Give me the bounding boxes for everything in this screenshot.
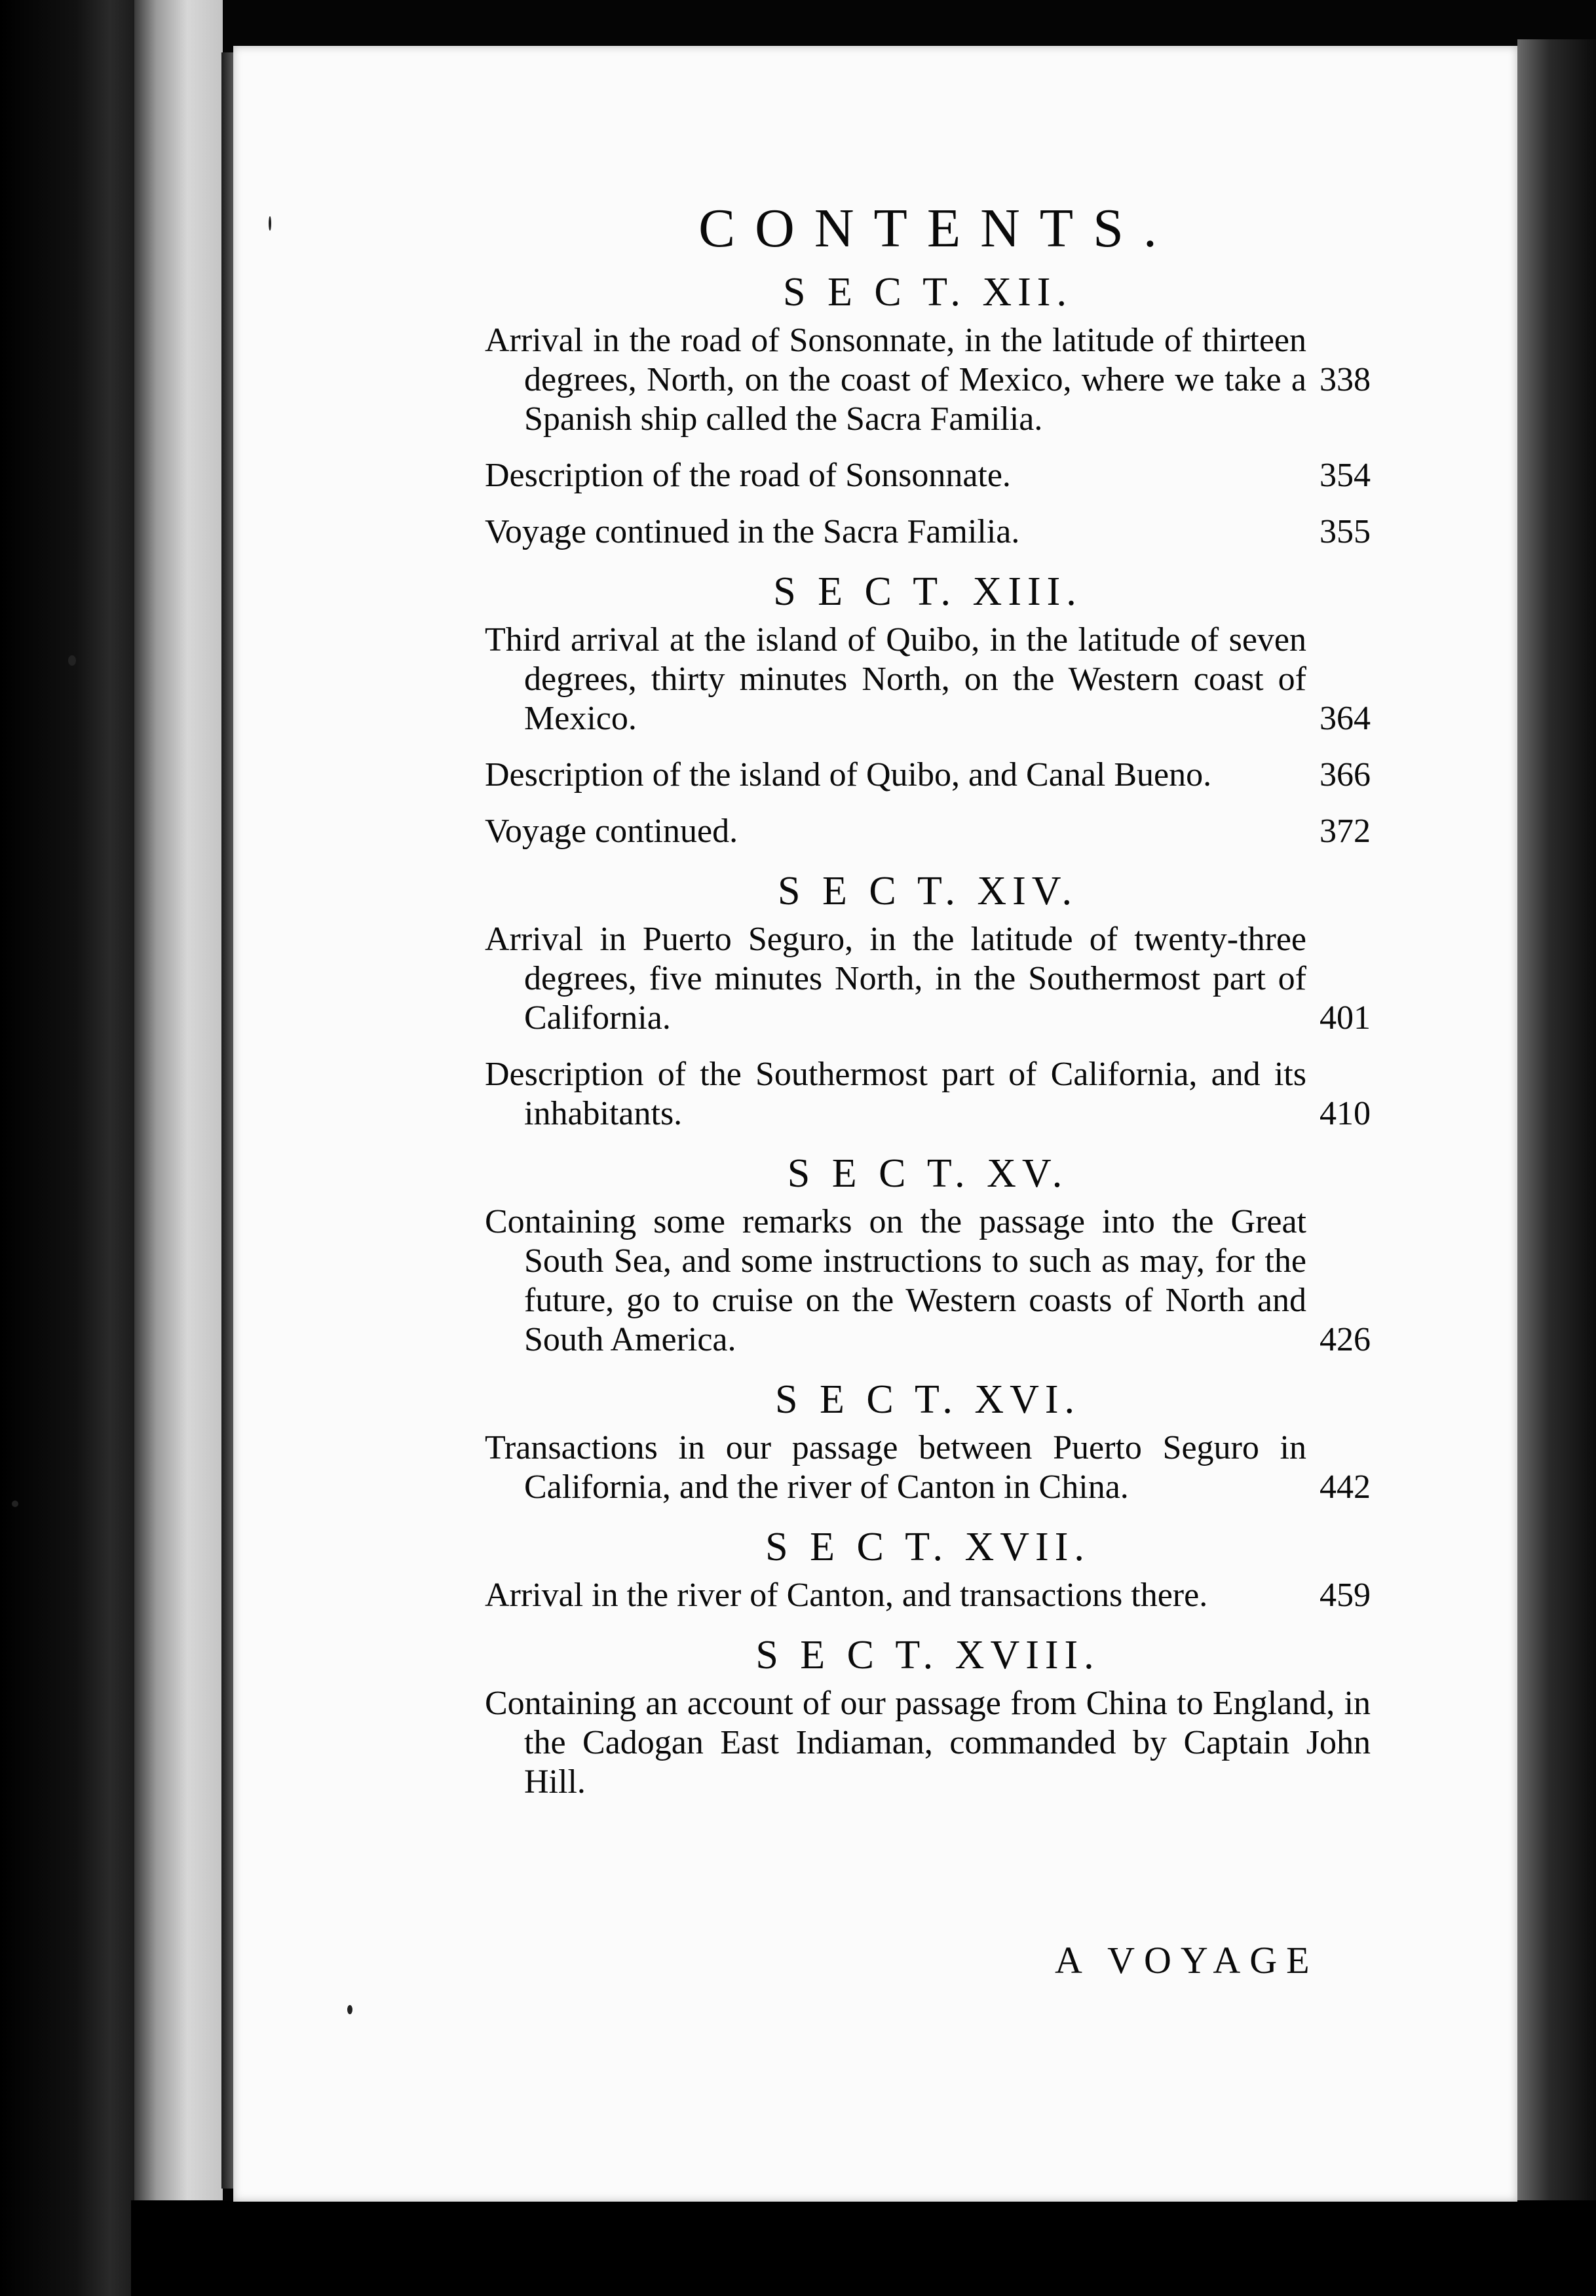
table-of-contents [485, 197, 1371, 1819]
previous-page-strip [134, 0, 223, 2202]
section-heading: S E C T. XVII. [765, 1525, 1090, 1569]
contents-entry [485, 756, 1371, 795]
page-number: 401 [1320, 999, 1371, 1037]
page-number: 442 [1320, 1468, 1371, 1506]
page-number: 372 [1320, 813, 1371, 850]
contents-entry [485, 1055, 1371, 1134]
section-heading: S E C T. XIV. [777, 869, 1078, 913]
scan-speck [12, 1501, 18, 1507]
page-number: 355 [1320, 513, 1371, 550]
page-number: 459 [1320, 1577, 1371, 1614]
section-heading: S E C T. XIII. [773, 569, 1082, 614]
page-number: 364 [1320, 700, 1371, 737]
contents-entry [485, 920, 1371, 1038]
section-heading: S E C T. XVI. [774, 1377, 1081, 1422]
entry-text: Third arrival at the island of Quibo, in the latitude of seven degrees, thirty minutes North, on the Western coast of Mexico. [485, 621, 1306, 737]
scan-right-edge [1517, 39, 1596, 2215]
page-number: 338 [1320, 361, 1371, 398]
entry-text: Voyage continued. [485, 813, 738, 850]
contents-title: CONTENTS. [698, 198, 1177, 259]
contents-entry [485, 1576, 1371, 1615]
section-heading: S E C T. XV. [787, 1151, 1069, 1196]
contents-entry [485, 621, 1371, 738]
contents-entry [485, 1428, 1371, 1507]
contents-entry [485, 812, 1371, 851]
section-heading: S E C T. XII. [783, 270, 1073, 315]
entry-text: Description of the Southermost part of California, and its inhabitants. [485, 1056, 1306, 1132]
contents-entry [485, 1202, 1371, 1360]
entry-text: Description of the island of Quibo, and Canal Bueno. [485, 756, 1212, 794]
entry-text: Containing an account of our passage from China to England, in the Cadogan East Indiaman, commanded by Captain John Hill. [485, 1685, 1371, 1801]
scan-speck [347, 2005, 352, 2014]
contents-entry [485, 512, 1371, 552]
entry-text: Arrival in the road of Sonsonnate, in the latitude of thirteen degrees, North, on the coast of Mexico, where we take a Spanish ship called the Sacra Familia. [485, 322, 1306, 438]
section-heading: S E C T. XVIII. [755, 1633, 1100, 1677]
page-number: 410 [1320, 1095, 1371, 1132]
contents-entry [485, 1684, 1371, 1802]
contents-entry [485, 321, 1371, 439]
entry-text: Description of the road of Sonsonnate. [485, 457, 1011, 494]
entry-text: Arrival in the river of Canton, and transactions there. [485, 1577, 1208, 1614]
entry-text: Voyage continued in the Sacra Familia. [485, 513, 1020, 550]
page-number: 354 [1320, 457, 1371, 494]
scan-speck [68, 655, 76, 666]
scan-bottom-edge [131, 2200, 1596, 2296]
page-number: 366 [1320, 756, 1371, 794]
contents-entry [485, 456, 1371, 495]
scan-speck [269, 216, 271, 231]
entry-text: Containing some remarks on the passage into the Great South Sea, and some instructions to such as may, for the future, go to cruise on the Western coasts of North and South America. [485, 1203, 1306, 1358]
scan-left-edge [0, 0, 138, 2296]
entry-text: Transactions in our passage between Puerto Seguro in California, and the river of Canton in China. [485, 1429, 1306, 1506]
page-number: 426 [1320, 1321, 1371, 1358]
entry-text: Arrival in Puerto Seguro, in the latitude of twenty-three degrees, five minutes North, in the Southermost part of California. [485, 921, 1306, 1037]
catchword: A VOYAGE [1055, 1939, 1319, 1981]
